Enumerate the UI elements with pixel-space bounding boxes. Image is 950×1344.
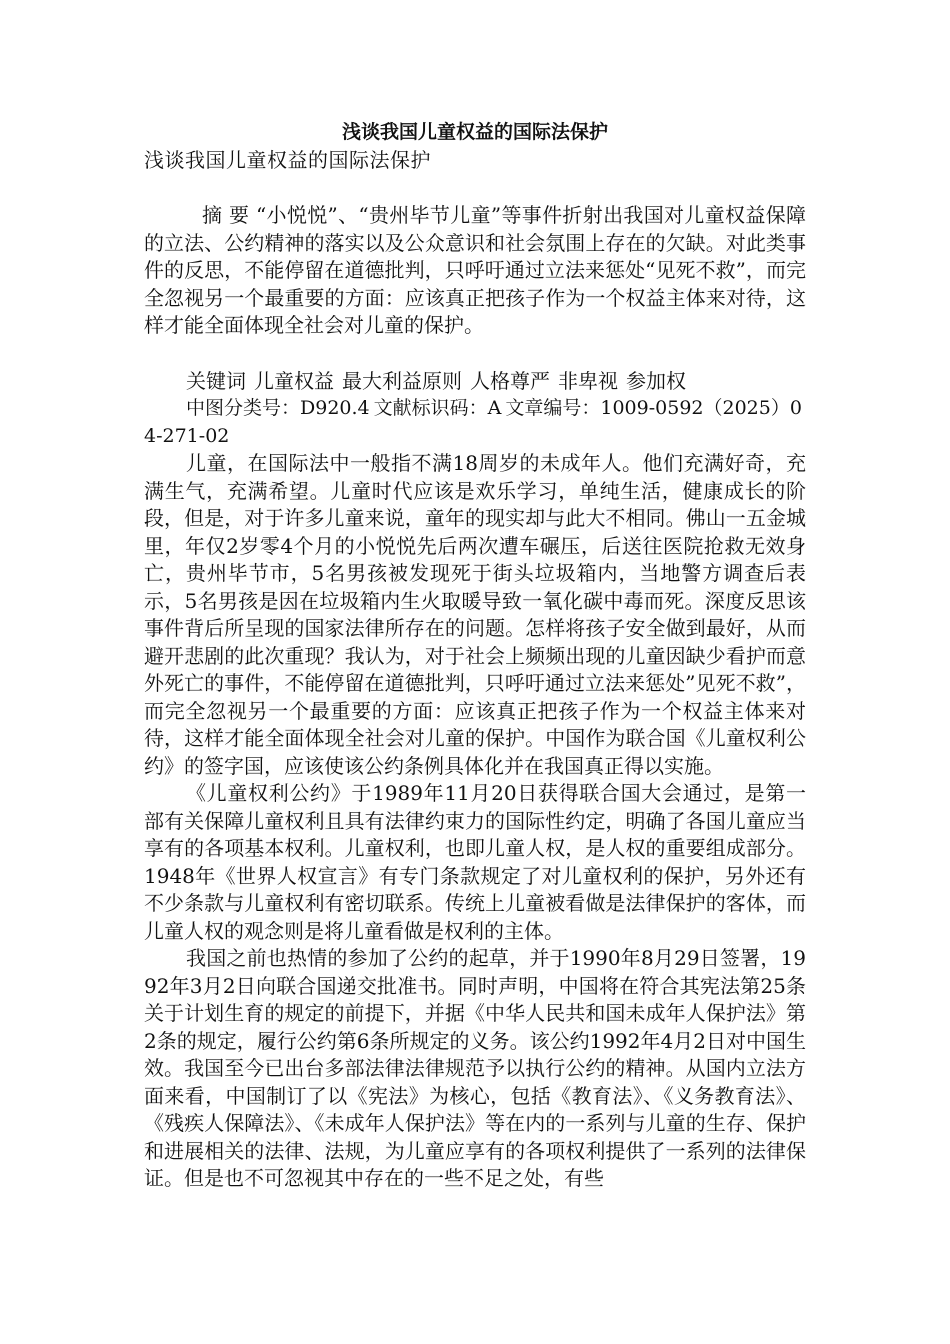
article-number: 文章编号：1009-0592（2025）04-271-02 [144,397,802,447]
document-code: 文献标识码：A [373,397,502,419]
keyword-item: 非卑视 [558,368,618,393]
classification-number: 中图分类号：D920.4 [186,397,370,419]
keyword-item: 参加权 [626,368,686,393]
document-page [144,118,806,1193]
keyword-item: 最大利益原则 [342,368,462,393]
classification-line [144,395,806,450]
document-subtitle: 浅谈我国儿童权益的国际法保护 [144,148,431,172]
keyword-item: 儿童权益 [254,368,334,393]
abstract-paragraph: 摘 要 “小悦悦”、“贵州毕节儿童”等事件折射出我国对儿童权益保障的立法、公约精神的落实以及公众意识和社会氛围上存在的欠缺。对此类事件的反思，不能停留在道德批判，只呼吁通过立法来惩处“见死不救”，而完全忽视另一个最重要的方面：应该真正把孩子作为一个权益主体来对待，这样才能全面体现全社会对儿童的保护。 [144,203,806,337]
keywords-line [144,368,806,396]
keyword-item: 人格尊严 [470,368,550,393]
keywords-label: 关键词 [186,368,246,393]
body-paragraph-3: 我国之前也热情的参加了公约的起草，并于1990年8月29日签署，1992年3月2日向联合国递交批准书。同时声明，中国将在符合其宪法第25条关于计划生育的规定的前提下，并据《中华人民共和国未成年人保护法》第2条的规定，履行公约第6条所规定的义务。该公约1992年4月2日对中国生效。我国至今已出台多部法律法律规范予以执行公约的精神。从国内立法方面来看，中国制订了以《宪法》为核心，包括《教育法》、《义务教育法》、《残疾人保障法》、《未成年人保护法》等在内的一系列与儿童的生存、保护和进展相关的法律、法规，为儿童应享有的各项权利提供了一系列的法律保证。但是也不可忽视其中存在的一些不足之处，有些 [144,946,806,1190]
body-paragraph-1: 儿童，在国际法中一般指不满18周岁的未成年人。他们充满好奇，充满生气，充满希望。儿童时代应该是欢乐学习，单纯生活，健康成长的阶段，但是，对于许多儿童来说，童年的现实却与此大不相同。佛山一五金城里，年仅2岁零4个月的小悦悦先后两次遭车碾压，后送往医院抢救无效身亡，贵州毕节市，5名男孩被发现死于街头垃圾箱内，当地警方调查后表示，5名男孩是因在垃圾箱内生火取暖导致一氧化碳中毒而死。深度反思该事件背后所呈现的国家法律所存在的问题。怎样将孩子安全做到最好，从而避开悲剧的此次重现？我认为，对于社会上频频出现的儿童因缺少看护而意外死亡的事件，不能停留在道德批判，只呼吁通过立法来惩处”见死不救”，而完全忽视另一个最重要的方面：应该真正把孩子作为一个权益主体来对待，这样才能全面体现全社会对儿童的保护。中国作为联合国《儿童权利公约》的签字国，应该使该公约条例具体化并在我国真正得以实施。 [144,451,806,778]
body-paragraph-2: 《儿童权利公约》于1989年11月20日获得联合国大会通过，是第一部有关保障儿童权利且具有法律约束力的国际性约定，明确了各国儿童应当享有的各项基本权利。儿童权利，也即儿童人权，是人权的重要组成部分。1948年《世界人权宣言》有专门条款规定了对儿童权利的保护，另外还有不少条款与儿童权利有密切联系。传统上儿童被看做是法律保护的客体，而儿童人权的观念则是将儿童看做是权利的主体。 [144,781,806,943]
document-title: 浅谈我国儿童权益的国际法保护 [341,121,608,143]
